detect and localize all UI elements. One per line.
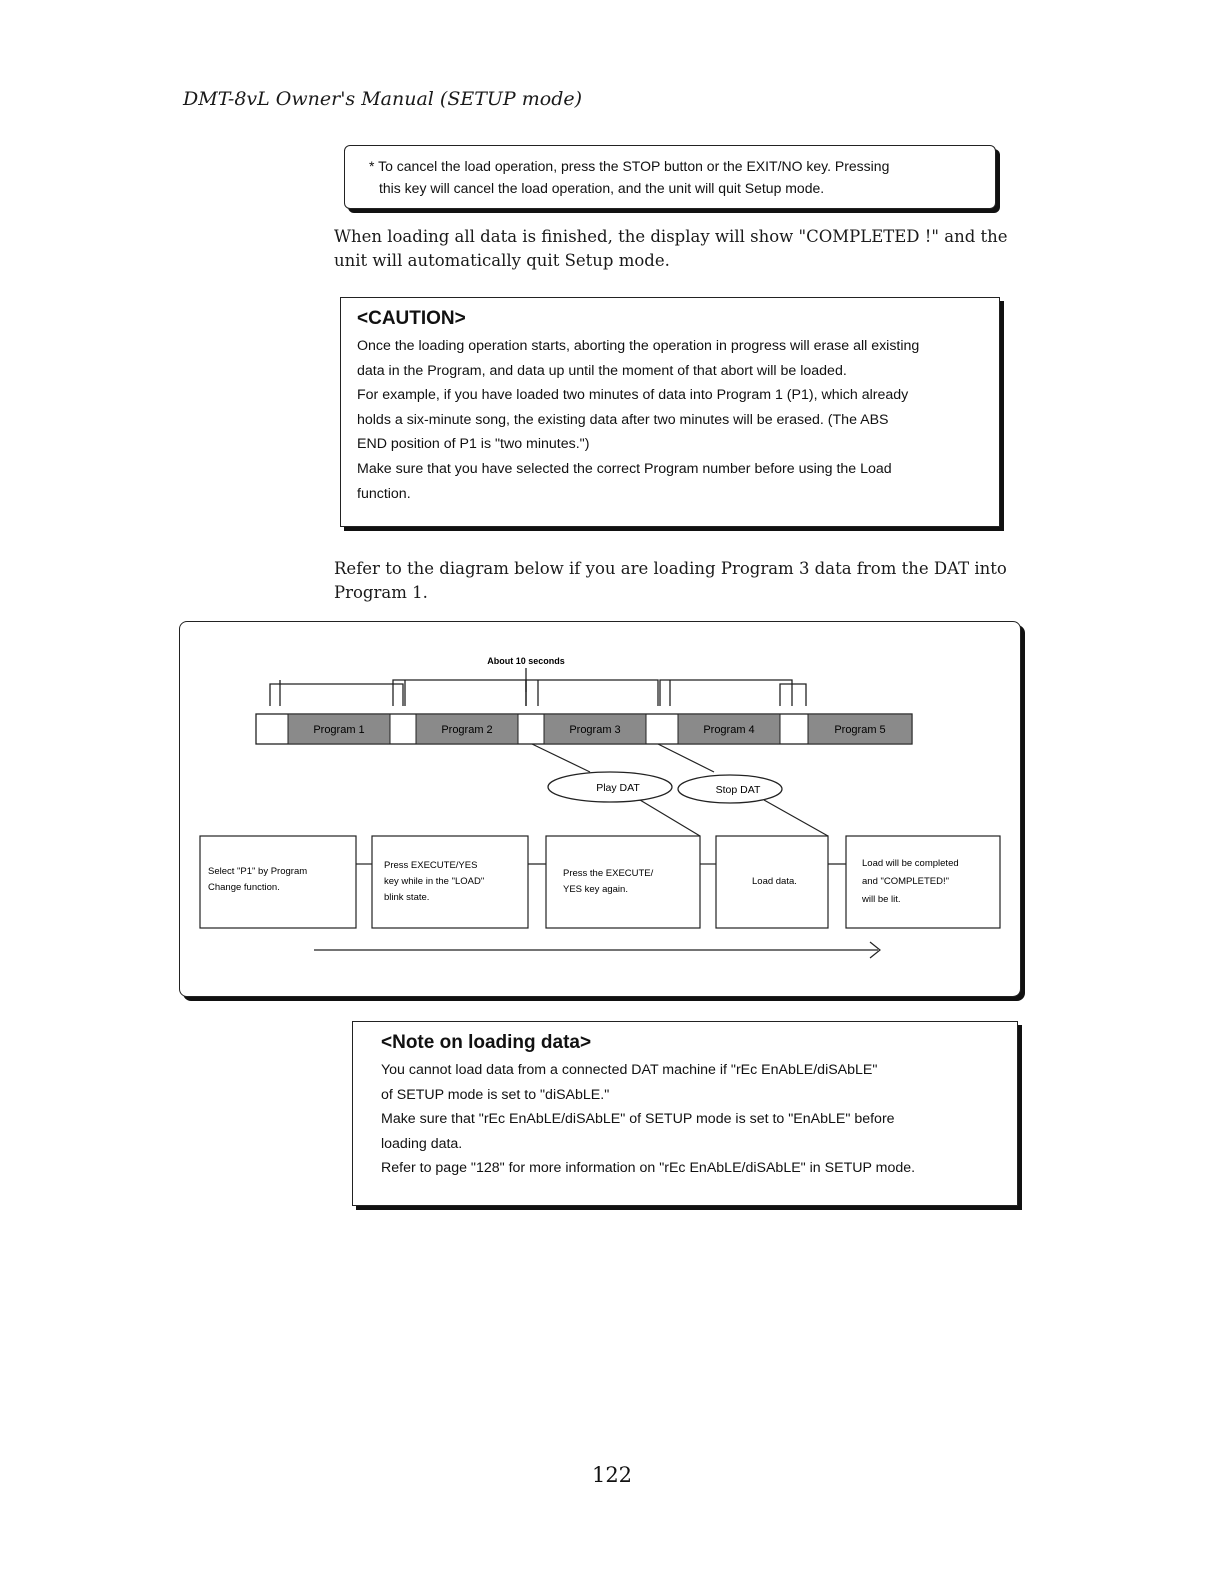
program-4-label: Program 4 <box>703 724 755 736</box>
loading-note-line: You cannot load data from a connected DAT machine if "rEc EnAbLE/diSAbLE" <box>381 1062 878 1078</box>
loading-note-line: Make sure that "rEc EnAbLE/diSAbLE" of SETUP mode is set to "EnAbLE" before <box>381 1111 895 1128</box>
page-header: DMT-8vL Owner's Manual (SETUP mode) <box>183 88 583 110</box>
program-1-label: Program 1 <box>313 724 365 736</box>
step-box-execute-again <box>546 836 700 928</box>
flow-arrow <box>314 942 880 958</box>
connector-line <box>640 800 700 836</box>
cancel-note-box <box>344 145 996 209</box>
step-execute-again-text: Press the EXECUTE/ YES key again. <box>563 868 654 895</box>
caution-line: For example, if you have loaded two minutes of data into Program 1 (P1), which already <box>357 387 909 404</box>
interval-brackets <box>270 668 806 706</box>
caution-box <box>340 297 1000 527</box>
loading-note-title: <Note on loading data> <box>381 1032 592 1053</box>
loading-note-line: loading data. <box>381 1135 463 1152</box>
stop-dat-label: Stop DAT <box>715 784 761 796</box>
page-number: 122 <box>591 1463 633 1487</box>
step-load-text: Load data. <box>752 876 797 887</box>
interval-label: About 10 seconds <box>487 656 565 666</box>
load-diagram <box>179 621 1021 997</box>
connector-line <box>532 744 590 772</box>
paragraph-line: Refer to the diagram below if you are loading Program 3 data from the DAT into <box>334 559 1007 578</box>
connector-line <box>764 800 828 836</box>
loading-note-line: of SETUP mode is set to "diSAbLE." <box>381 1086 610 1103</box>
connector-line <box>658 744 714 772</box>
bracket <box>780 684 806 706</box>
bracket <box>393 680 526 706</box>
caution-line: END position of P1 is "two minutes.") <box>357 436 590 453</box>
step-select-text: Select "P1" by Program Change function. <box>208 866 308 893</box>
step-execute-text: Press EXECUTE/YES key while in the "LOAD" blink state. <box>384 860 485 903</box>
bracket <box>270 684 403 706</box>
load-diagram-svg <box>180 622 1020 996</box>
caution-title: <CAUTION> <box>357 308 466 329</box>
caution-line: Once the loading operation starts, aborting the operation in progress will erase all existing <box>357 338 920 354</box>
bracket <box>526 680 658 706</box>
bracket <box>660 680 792 706</box>
caution-line: holds a six-minute song, the existing data after two minutes will be erased. (The ABS <box>357 411 889 428</box>
cancel-note-line: * To cancel the load operation, press the STOP button or the EXIT/NO key. Pressing <box>369 158 890 174</box>
program-5-label: Program 5 <box>834 724 886 736</box>
paragraph-line: When loading all data is finished, the display will show "COMPLETED !" and the <box>334 227 1008 246</box>
completed-paragraph <box>334 225 1024 273</box>
paragraph-line: Program 1. <box>334 583 428 602</box>
diagram-intro-paragraph <box>334 557 1024 605</box>
play-dat-label: Play DAT <box>596 782 640 794</box>
caution-line: Make sure that you have selected the correct Program number before using the Load <box>357 460 892 477</box>
loading-note-line: Refer to page "128" for more information on "rEc EnAbLE/diSAbLE" in SETUP mode. <box>381 1160 916 1177</box>
cancel-note-line: this key will cancel the load operation, and the unit will quit Setup mode. <box>379 180 825 196</box>
caution-line: data in the Program, and data up until the moment of that abort will be loaded. <box>357 362 847 379</box>
cancel-note-text <box>369 155 977 199</box>
step-complete-text: Load will be completed and "COMPLETED!" will be lit. <box>862 858 959 905</box>
program-2-label: Program 2 <box>441 724 493 736</box>
paragraph-line: unit will automatically quit Setup mode. <box>334 251 670 270</box>
caution-line: function. <box>357 485 411 502</box>
program-3-label: Program 3 <box>569 724 621 736</box>
loading-note-box <box>352 1021 1018 1206</box>
